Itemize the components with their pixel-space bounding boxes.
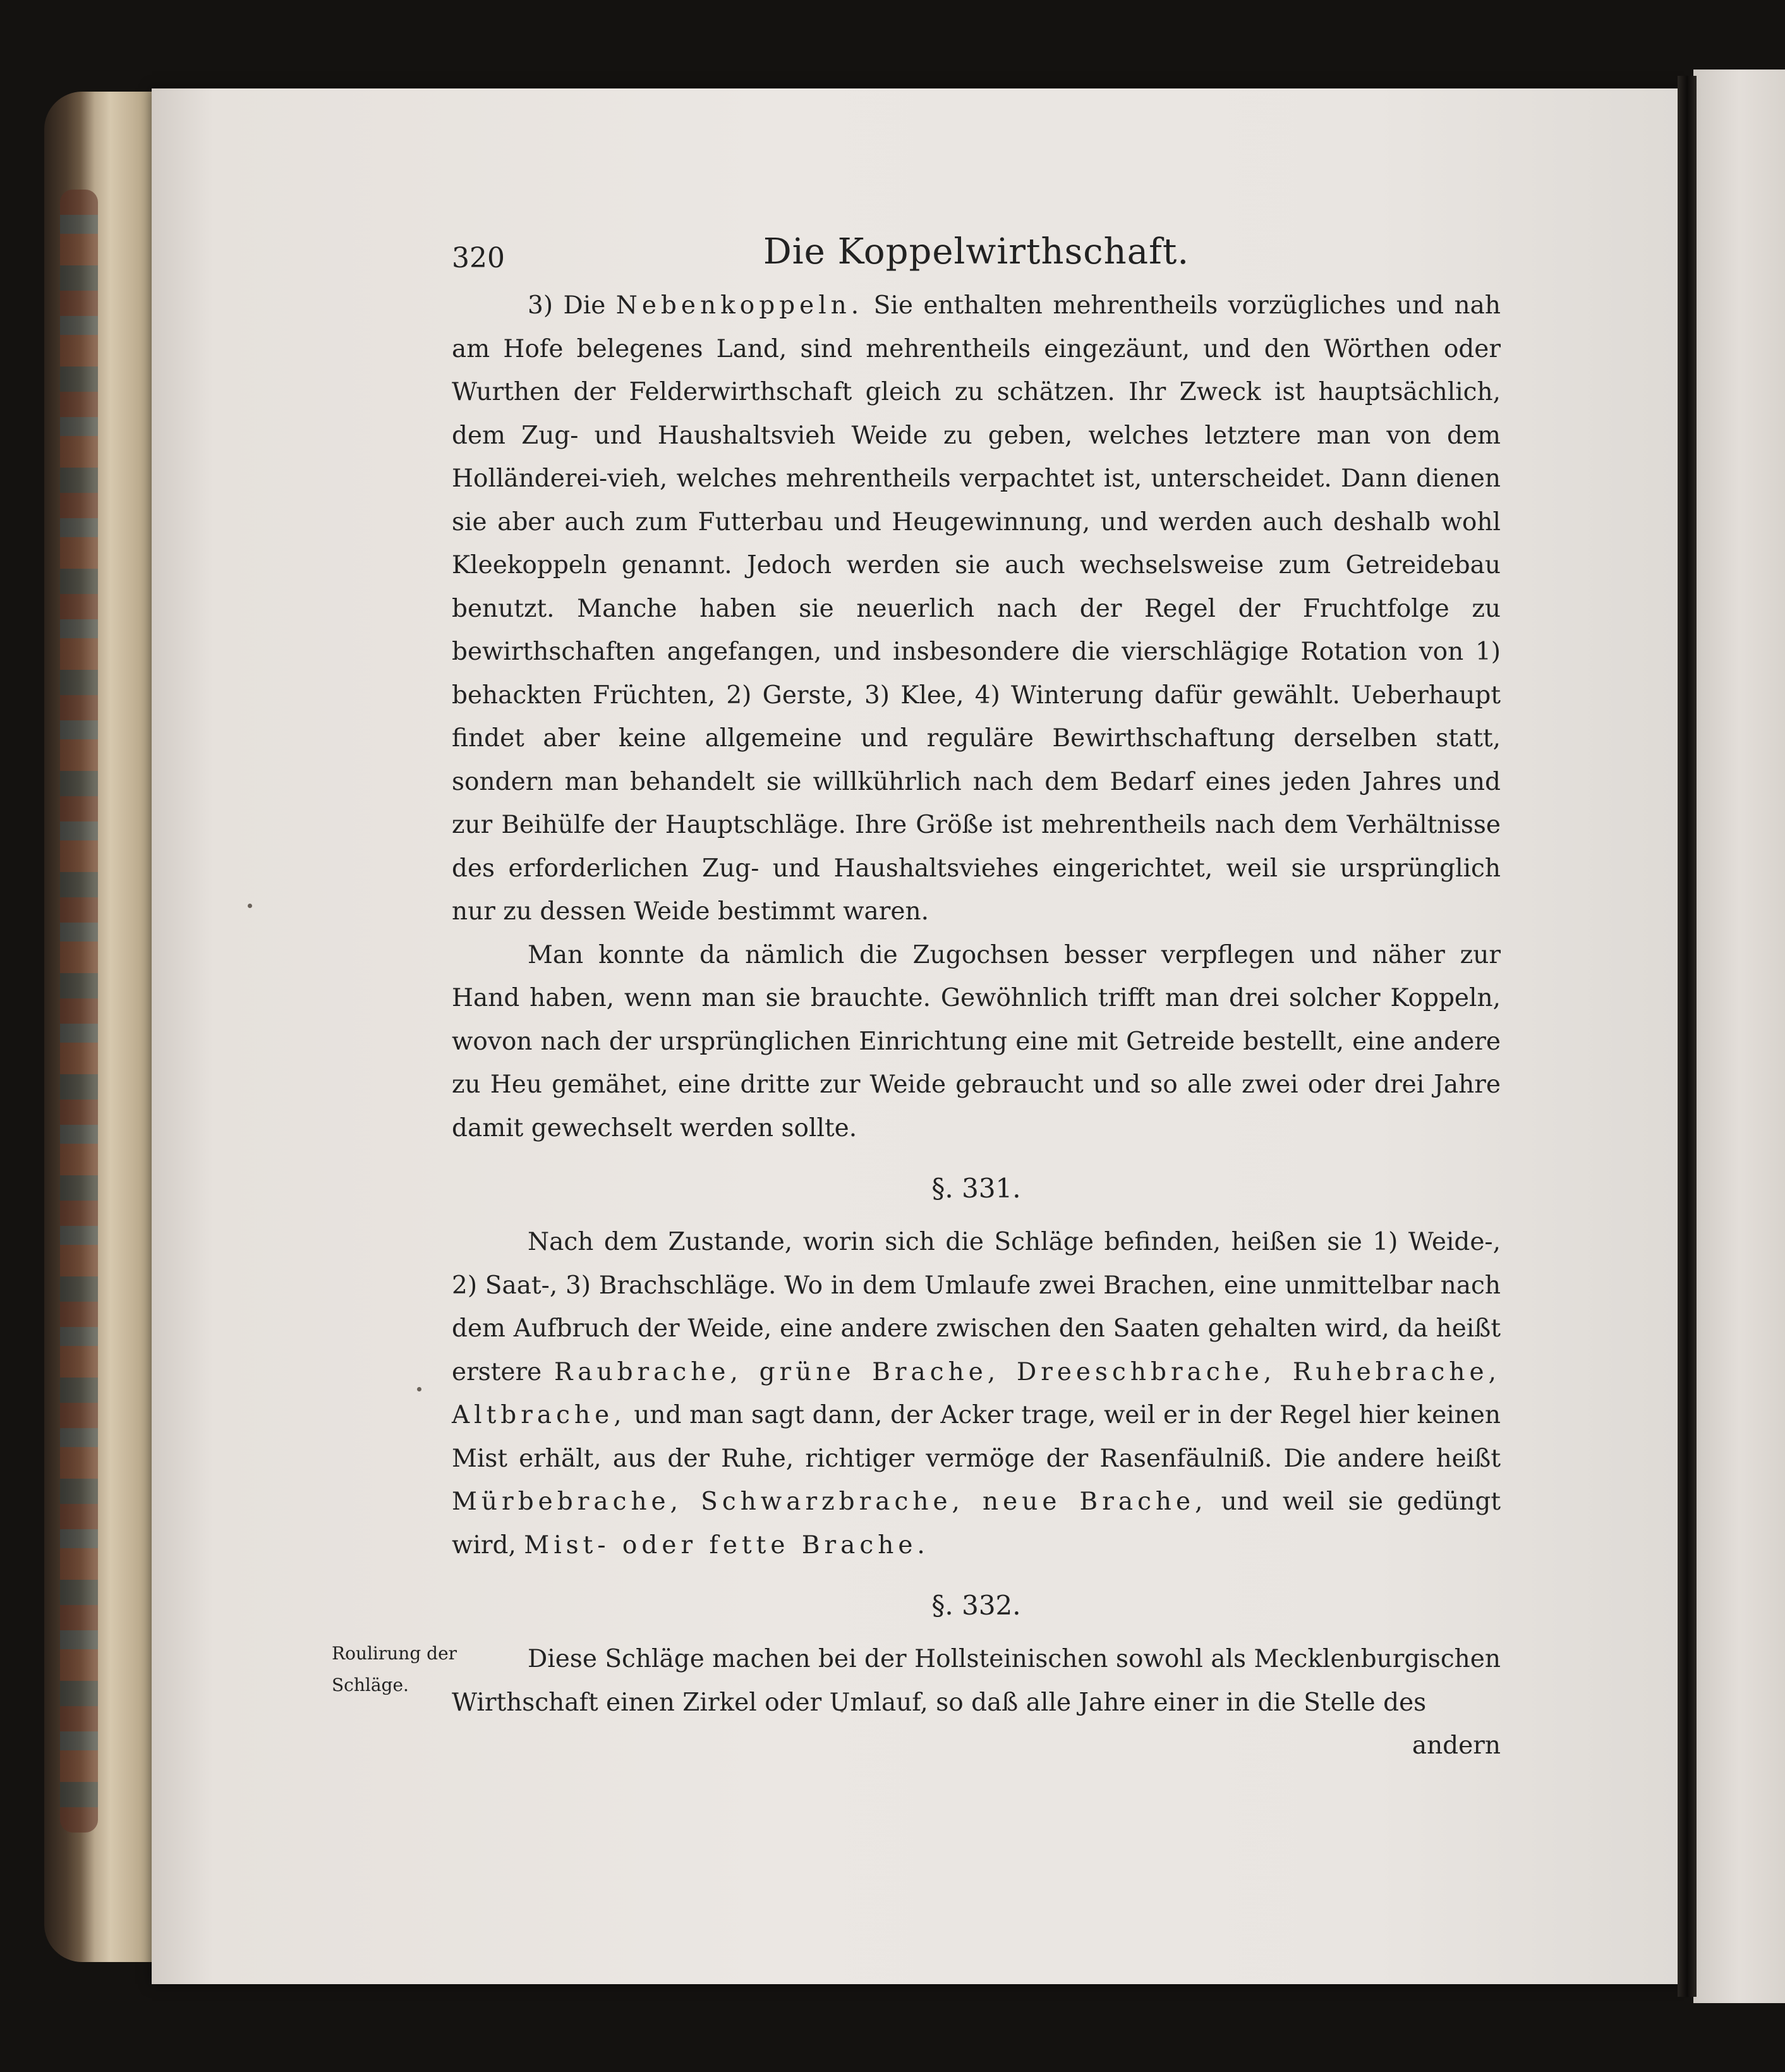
page-gutter [1678, 76, 1697, 1997]
term-spaced: Raubrache, grüne Brache, Dreeschbrache, Ruhebrache, Altbrache, [452, 1357, 1501, 1429]
paper-speck [417, 1387, 421, 1391]
paragraph-nebenkoppeln [452, 284, 1501, 934]
running-title: Die Koppelwirthschaft. [763, 231, 1190, 272]
term-spaced: Mist- oder fette Brache. [524, 1530, 929, 1560]
section-heading-331: §. 331. [931, 1173, 1021, 1204]
paragraph-umlauf: Diese Schläge machen bei der Hollsteinischen sowohl als Mecklenburgischen Wirthschaft einen Zirkel oder Umlauf, so daß alle Jahre einer in die Stelle des [452, 1645, 1501, 1717]
facing-page-edge [1693, 70, 1785, 2003]
margin-note: Roulirung der Schläge. [332, 1643, 457, 1695]
paragraph-schlaege [452, 1221, 1501, 1567]
section-heading-332: §. 332. [931, 1590, 1021, 1621]
paragraph-zugochsen: Man konnte da nämlich die Zugochsen besser verpflegen und näher zur Hand haben, wenn man sie brauchte. Gewöhnlich trifft man drei solcher Koppeln, wovon nach der ursprünglichen Einrichtung eine mit Getreide bestellt, eine andere zu Heu gemähet, eine dritte zur Weide gebraucht und so alle zwei oder drei Jahre damit gewechselt werden sollte. [452, 940, 1501, 1142]
book-spine [60, 190, 98, 1833]
paragraph-text: und weil sie gedüngt wird, [452, 1487, 1501, 1560]
page-header [452, 227, 1501, 284]
paragraph-text: Nach dem Zustande, worin sich die Schläge befinden, heißen sie 1) Weide-, 2) Saat-, 3) Brachschläge. Wo in dem Umlaufe zwei Brachen, eine unmittelbar nach dem Aufbruch der Weide, eine andere zwischen den Saaten gehalten wird, da heißt erstere [452, 1228, 1501, 1386]
paper-speck [248, 904, 252, 908]
section-332-body [332, 1638, 1501, 1768]
term-spaced: Mürbebrache, Schwarzbrache, neue Brache, [452, 1487, 1207, 1516]
list-number: 3) Die [528, 291, 616, 320]
paragraph-text: Sie enthalten mehrentheils vorzügliches und nah am Hofe belegenes Land, sind mehrentheils eingezäunt, und den Wörthen oder Wurthen der Felderwirthschaft gleich zu schätzen. Ihr Zweck ist hauptsächlich, dem Zug- und Haushaltsvieh Weide zu geben, welches letztere man von dem Holländerei-vieh, welches mehrentheils verpachtet ist, unterscheidet. Dann dienen sie aber auch zum Futterbau und Heugewinnung, und werden auch deshalb wohl Kleekoppeln genannt. Jedoch werden sie auch wechselsweise zum Getreidebau benutzt. Manche haben sie neuerlich nach der Regel der Fruchtfolge zu bewirthschaften angefangen, und insbesondere die vierschlägige Rotation von 1) behackten Früchten, 2) Gerste, 3) Klee, 4) Winterung dafür gewählt. Ueberhaupt findet aber keine allgemeine und reguläre Bewirthschaftung derselben statt, sondern man behandelt sie willkührlich nach dem Bedarf eines jeden Jahres und zur Beihülfe der Hauptschläge. Ihre Größe ist mehrentheils nach dem Verhältnisse des erforderlichen Zug- und Haushaltsviehes eingerichtet, weil sie ursprünglich nur zu dessen Weide bestimmt waren. [452, 291, 1501, 926]
page-number: 320 [452, 242, 505, 274]
paragraph-text: und man sagt dann, der Acker trage, weil er in der Regel hier keinen Mist erhält, aus der Ruhe, richtiger vermöge der Rasenfäulniß. Die andere heißt [452, 1401, 1501, 1473]
catchword: andern [1412, 1731, 1501, 1760]
page-text [332, 227, 1501, 1768]
term-spaced: Nebenkoppeln. [615, 291, 864, 320]
